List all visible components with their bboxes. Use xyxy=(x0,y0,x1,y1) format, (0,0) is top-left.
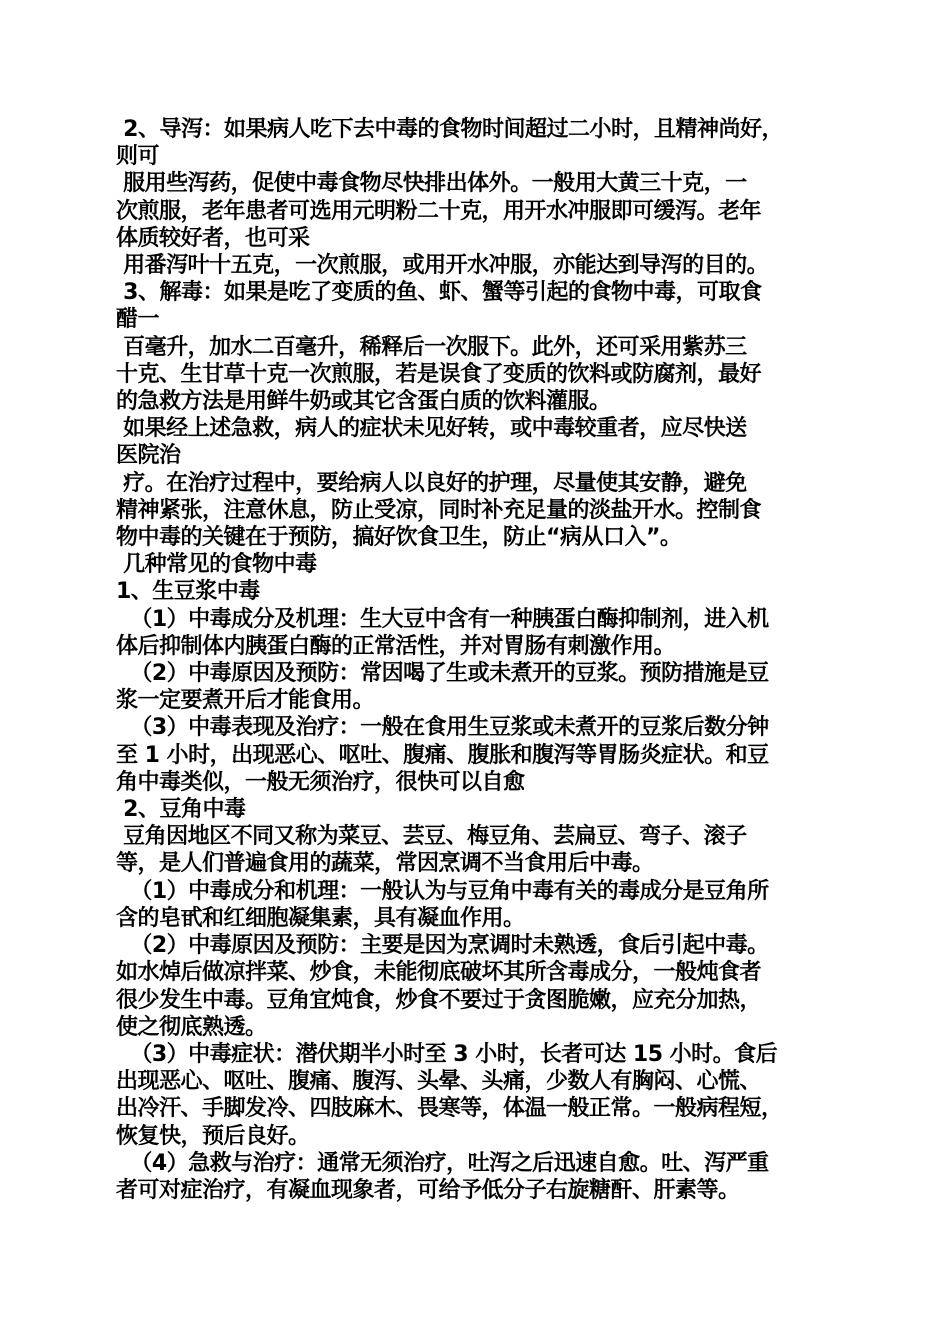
text-line: 服用些泻药，促使中毒食物尽快排出体外。一般用大黄三十克，一 xyxy=(116,171,747,197)
text-line: 含的皂甙和红细胞凝集素，具有凝血作用。 xyxy=(116,905,525,931)
text-line: 豆角因地区不同又称为菜豆、芸豆、梅豆角、芸扁豆、弯子、滚子 xyxy=(116,824,747,850)
text-line: 2、导泻：如果病人吃下去中毒的食物时间超过二小时，且精神尚好， xyxy=(116,117,783,142)
text-line: 很少发生中毒。豆角宜炖食，炒食不要过于贪图脆嫩，应充分加热， xyxy=(116,987,762,1013)
text-line: 体质较好者，也可采 xyxy=(116,225,310,251)
text-line: （3）中毒表现及治疗：一般在食用生豆浆或未煮开的豆浆后数分钟 xyxy=(116,715,769,741)
text-line: 出现恶心、呕吐、腹痛、腹泻、头晕、头痛，少数人有胸闷、心慌、 xyxy=(116,1069,762,1095)
text-line: 体后抑制体内胰蛋白酶的正常活性，并对胃肠有刺激作用。 xyxy=(116,633,676,659)
text-line: 物中毒的关键在于预防，搞好饮食卫生，防止“病从口入”。 xyxy=(116,525,682,551)
text-line: 则可 xyxy=(116,144,160,170)
text-line: （2）中毒原因及预防：主要是因为烹调时未熟透，食后引起中毒。 xyxy=(116,933,769,959)
document-body xyxy=(116,116,838,1204)
text-line: 者可对症治疗，有凝血现象者，可给予低分子右旋糖酐、肝素等。 xyxy=(116,1177,740,1203)
text-line: 百毫升，加水二百毫升，稀释后一次服下。此外，还可采用紫苏三 xyxy=(116,334,747,360)
text-line: 等，是人们普遍食用的蔬菜，常因烹调不当食用后中毒。 xyxy=(116,851,654,877)
text-line: 1、生豆浆中毒 xyxy=(116,579,260,605)
text-line: 用番泻叶十五克，一次煎服，或用开水冲服，亦能达到导泻的目的。 xyxy=(116,253,769,279)
text-line: 3、解毒：如果是吃了变质的鱼、虾、蟹等引起的食物中毒，可取食 xyxy=(116,280,762,306)
text-line: 的急救方法是用鲜牛奶或其它含蛋白质的饮料灌服。 xyxy=(116,389,611,415)
text-line: 至 1 小时，出现恶心、呕吐、腹痛、腹胀和腹泻等胃肠炎症状。和豆 xyxy=(116,742,769,768)
text-line: （1）中毒成分及机理：生大豆中含有一种胰蛋白酶抑制剂，进入机 xyxy=(116,606,769,632)
text-line: 疗。在治疗过程中，要给病人以良好的护理，尽量使其安静，避免 xyxy=(116,470,747,496)
text-line: 出冷汗、手脚发冷、四肢麻木、畏寒等，体温一般正常。一般病程短， xyxy=(116,1096,783,1122)
text-line: 如果经上述急救，病人的症状未见好转，或中毒较重者，应尽快送 xyxy=(116,416,747,442)
text-line: 2、豆角中毒 xyxy=(116,797,246,823)
text-line: 次煎服，老年患者可选用元明粉二十克，用开水冲服即可缓泻。老年 xyxy=(116,198,762,224)
text-line: 几种常见的食物中毒 xyxy=(116,552,317,578)
text-line: 如水焯后做凉拌菜、炒食，未能彻底破坏其所含毒成分，一般炖食者 xyxy=(116,960,762,986)
text-line: 恢复快，预后良好。 xyxy=(116,1123,310,1149)
text-line: （2）中毒原因及预防：常因喝了生或未煮开的豆浆。预防措施是豆 xyxy=(116,661,769,687)
text-line: （1）中毒成分和机理：一般认为与豆角中毒有关的毒成分是豆角所 xyxy=(116,878,769,904)
text-line: （4）急救与治疗：通常无须治疗，吐泻之后迅速自愈。吐、泻严重 xyxy=(116,1150,769,1176)
text-line: 醋一 xyxy=(116,307,160,333)
text-line: 精神紧张，注意休息，防止受凉，同时补充足量的淡盐开水。控制食 xyxy=(116,497,762,523)
text-line: 使之彻底熟透。 xyxy=(116,1014,267,1040)
text-line: 浆一定要煮开后才能食用。 xyxy=(116,688,375,714)
text-line: （3）中毒症状：潜伏期半小时至 3 小时，长者可达 15 小时。食后 xyxy=(116,1041,778,1067)
text-line: 角中毒类似，一般无须治疗，很快可以自愈 xyxy=(116,769,525,795)
text-line: 医院治 xyxy=(116,443,181,469)
text-line: 十克、生甘草十克一次煎服，若是误食了变质的饮料或防腐剂，最好 xyxy=(116,361,762,387)
